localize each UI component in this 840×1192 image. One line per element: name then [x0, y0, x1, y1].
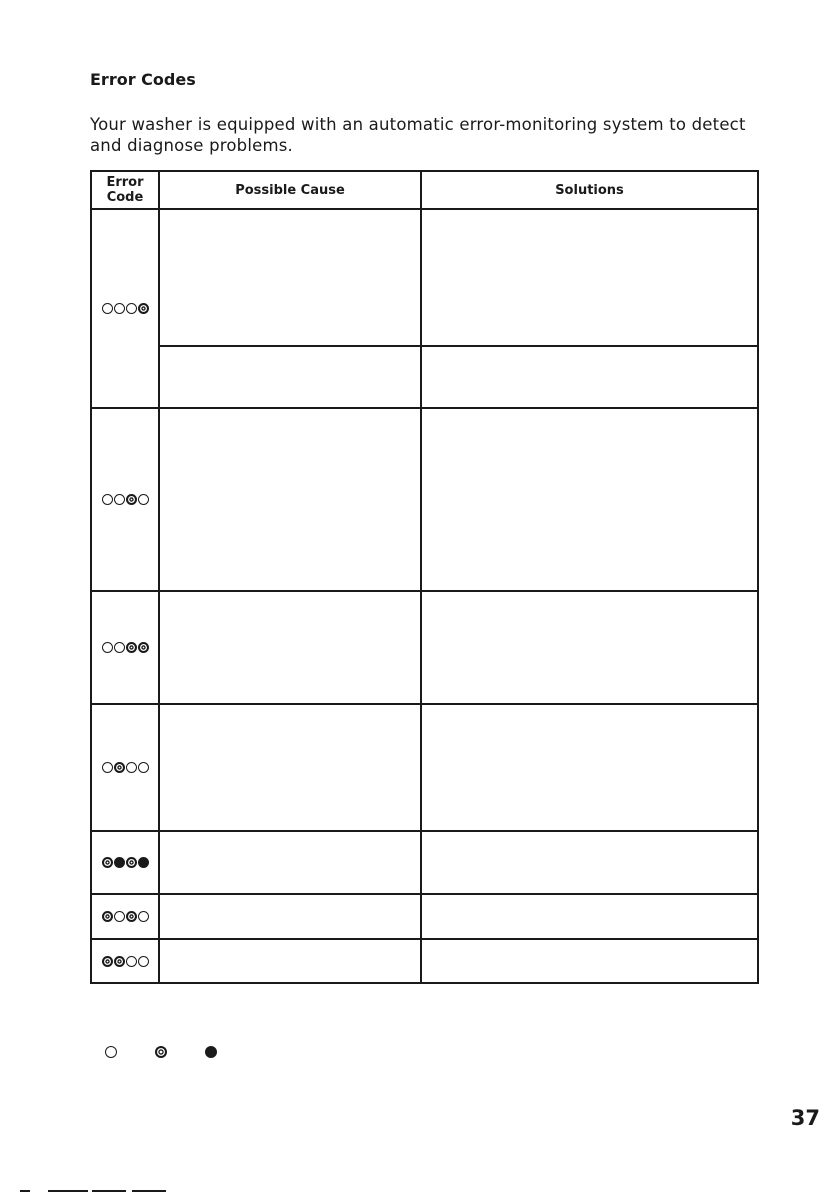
table-row: [91, 209, 758, 346]
led-on-icon: [138, 857, 149, 868]
header-possible-cause: Possible Cause: [159, 171, 421, 209]
led-indicator-row: [102, 642, 149, 653]
led-off-icon: [126, 956, 137, 967]
table-row: [91, 346, 758, 408]
led-blink-icon: [102, 857, 113, 868]
header-error-code-line1: Error: [106, 175, 144, 190]
led-blink-icon: [138, 642, 149, 653]
error-code-cell: [91, 209, 159, 408]
table-row: [91, 591, 758, 704]
table-row: [91, 704, 758, 831]
cause-cell: [159, 894, 421, 939]
error-code-cell: [91, 894, 159, 939]
error-code-cell: [91, 831, 159, 894]
cause-cell: [159, 346, 421, 408]
led-on-icon: [114, 857, 125, 868]
solution-cell: [421, 894, 758, 939]
solution-cell: [421, 831, 758, 894]
led-blink-icon: [155, 1046, 167, 1058]
table-row: [91, 894, 758, 939]
solution-cell: [421, 408, 758, 591]
led-blink-icon: [102, 956, 113, 967]
cause-cell: [159, 591, 421, 704]
solution-cell: [421, 591, 758, 704]
header-error-code: [91, 171, 159, 209]
led-off-icon: [114, 494, 125, 505]
cause-cell: [159, 704, 421, 831]
error-code-cell: [91, 704, 159, 831]
page-number: 37: [790, 1106, 820, 1130]
led-blink-icon: [126, 642, 137, 653]
led-off-icon: [114, 303, 125, 314]
intro-text: Your washer is equipped with an automatic error-monitoring system to detect and diagnose problems.: [90, 115, 746, 155]
cause-cell: [159, 939, 421, 983]
error-code-cell: [91, 939, 159, 983]
led-off-icon: [102, 303, 113, 314]
table-header-row: [91, 171, 758, 209]
led-off-icon: [102, 642, 113, 653]
led-off-icon: [126, 762, 137, 773]
led-off-icon: [138, 762, 149, 773]
led-indicator-row: [102, 956, 149, 967]
table-row: [91, 939, 758, 983]
solution-cell: [421, 704, 758, 831]
led-off-icon: [138, 494, 149, 505]
led-off-icon: [102, 762, 113, 773]
led-off-icon: [138, 911, 149, 922]
table-row: [91, 408, 758, 591]
table-row: [91, 831, 758, 894]
led-blink-icon: [114, 762, 125, 773]
led-indicator-row: [102, 762, 149, 773]
error-code-table: [90, 170, 759, 984]
led-indicator-row: [102, 857, 149, 868]
led-off-icon: [105, 1046, 117, 1058]
header-solutions: Solutions: [421, 171, 758, 209]
error-code-cell: [91, 408, 159, 591]
led-on-icon: [205, 1046, 217, 1058]
cause-cell: [159, 209, 421, 346]
led-indicator-row: [102, 303, 149, 314]
led-legend: [105, 1046, 217, 1058]
led-off-icon: [102, 494, 113, 505]
led-indicator-row: [102, 494, 149, 505]
led-blink-icon: [138, 303, 149, 314]
error-code-cell: [91, 591, 159, 704]
led-blink-icon: [126, 494, 137, 505]
led-off-icon: [138, 956, 149, 967]
solution-cell: [421, 939, 758, 983]
led-blink-icon: [102, 911, 113, 922]
page-title: Error Codes: [90, 70, 196, 89]
header-error-code-line2: Code: [106, 190, 144, 205]
led-blink-icon: [114, 956, 125, 967]
led-off-icon: [114, 911, 125, 922]
cause-cell: [159, 408, 421, 591]
led-blink-icon: [126, 857, 137, 868]
cause-cell: [159, 831, 421, 894]
solution-cell: [421, 346, 758, 408]
led-blink-icon: [126, 911, 137, 922]
led-off-icon: [114, 642, 125, 653]
solution-cell: [421, 209, 758, 346]
led-indicator-row: [102, 911, 149, 922]
footer-marks: [0, 1188, 170, 1192]
led-off-icon: [126, 303, 137, 314]
